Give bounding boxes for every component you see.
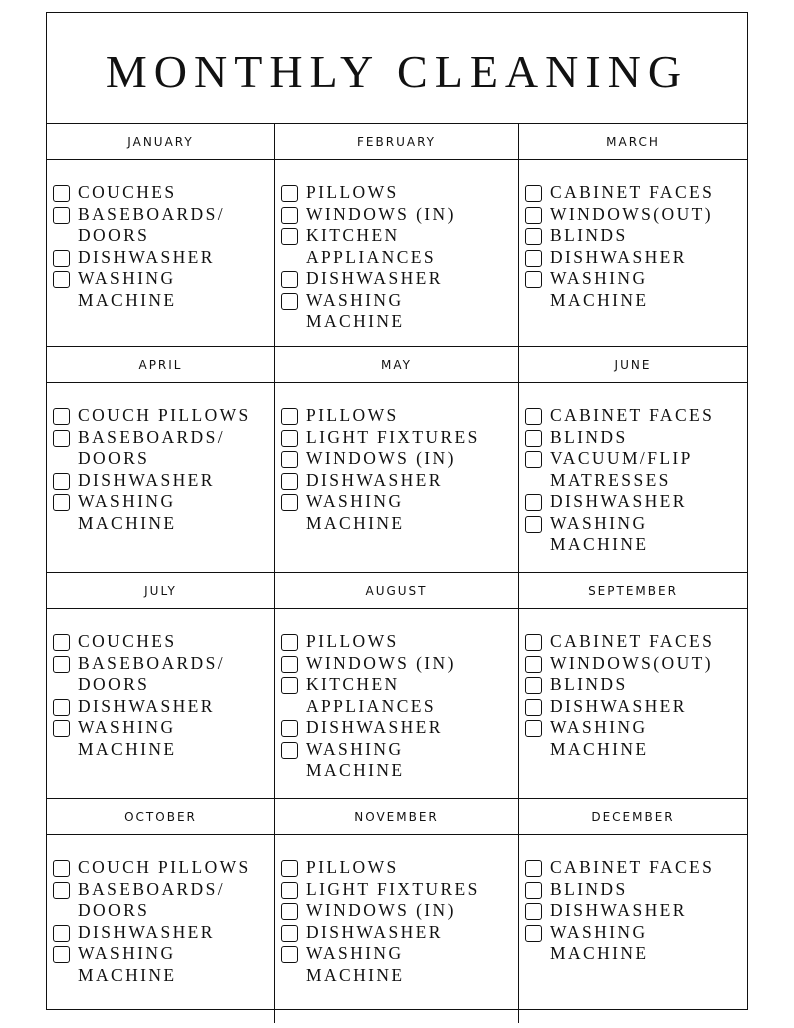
task-label: WASHING <box>550 268 648 288</box>
task-label: WASHING <box>306 943 404 963</box>
task-item <box>53 225 274 247</box>
task-item[interactable] <box>525 717 747 739</box>
task-item[interactable] <box>525 900 747 922</box>
task-item[interactable] <box>281 405 518 427</box>
task-item[interactable] <box>53 247 274 269</box>
task-item <box>281 760 518 782</box>
task-label: MATRESSES <box>550 469 671 490</box>
task-item[interactable] <box>281 857 518 879</box>
task-item[interactable] <box>281 268 518 290</box>
checkbox-icon[interactable] <box>53 271 70 288</box>
month-header-february: FEBRUARY <box>275 124 519 160</box>
checkbox-icon[interactable] <box>281 946 298 963</box>
task-item[interactable] <box>281 491 518 513</box>
task-label: PILLOWS <box>306 631 399 651</box>
month-header-october: OCTOBER <box>47 799 275 835</box>
task-label: WASHING <box>306 289 404 310</box>
task-list-june <box>519 383 747 573</box>
task-list-august <box>275 609 519 799</box>
checkbox-icon[interactable] <box>53 250 70 267</box>
checkbox-icon[interactable] <box>53 946 70 963</box>
task-label: DISHWASHER <box>78 921 215 942</box>
task-item[interactable] <box>525 405 747 427</box>
task-label: BLINDS <box>550 225 628 245</box>
title-box <box>47 13 747 124</box>
task-list-september <box>519 609 747 799</box>
checkbox-icon[interactable] <box>281 860 298 877</box>
task-item[interactable] <box>281 943 518 965</box>
task-item[interactable] <box>525 491 747 513</box>
task-label: BLINDS <box>550 426 628 447</box>
checkbox-icon[interactable] <box>53 925 70 942</box>
checkbox-icon[interactable] <box>281 634 298 651</box>
task-item[interactable] <box>281 470 518 492</box>
task-label: BASEBOARDS/ <box>78 203 225 224</box>
task-label: WASHING <box>306 491 404 511</box>
task-item <box>525 290 747 312</box>
task-item[interactable] <box>281 739 518 761</box>
task-label: DISHWASHER <box>306 921 443 942</box>
checkbox-icon[interactable] <box>281 293 298 310</box>
task-label: MACHINE <box>306 760 405 780</box>
task-item <box>281 965 518 987</box>
task-label: DISHWASHER <box>306 469 443 490</box>
task-list-november <box>275 835 519 1023</box>
task-item[interactable] <box>281 900 518 922</box>
checkbox-icon[interactable] <box>525 677 542 694</box>
checkbox-icon[interactable] <box>53 860 70 877</box>
checkbox-icon[interactable] <box>525 720 542 737</box>
task-label: PILLOWS <box>306 182 399 202</box>
task-label: DISHWASHER <box>78 246 215 267</box>
task-item <box>281 696 518 718</box>
task-item[interactable] <box>525 225 747 247</box>
task-label: DOORS <box>78 900 150 920</box>
checkbox-icon[interactable] <box>525 925 542 942</box>
checkbox-icon[interactable] <box>525 494 542 511</box>
task-label: WASHING <box>78 268 176 288</box>
task-item[interactable] <box>53 922 274 944</box>
task-label: BASEBOARDS/ <box>78 426 225 447</box>
task-label: DISHWASHER <box>550 491 687 511</box>
task-label: MACHINE <box>550 943 649 963</box>
checkbox-icon[interactable] <box>53 494 70 511</box>
task-label: DISHWASHER <box>550 900 687 920</box>
checkbox-icon[interactable] <box>53 430 70 447</box>
checkbox-icon[interactable] <box>525 656 542 673</box>
cleaning-sheet <box>46 12 748 1010</box>
checkbox-icon[interactable] <box>281 408 298 425</box>
checkbox-icon[interactable] <box>53 185 70 202</box>
month-header-april: APRIL <box>47 347 275 383</box>
checkbox-icon[interactable] <box>281 271 298 288</box>
checkbox-icon[interactable] <box>281 720 298 737</box>
checkbox-icon[interactable] <box>281 473 298 490</box>
task-item[interactable] <box>53 491 274 513</box>
task-item[interactable] <box>53 696 274 718</box>
task-label: KITCHEN <box>306 674 400 694</box>
task-list-march <box>519 160 747 347</box>
task-label: MACHINE <box>306 512 405 533</box>
task-item <box>53 290 274 312</box>
task-label: DISHWASHER <box>550 246 687 267</box>
month-header-may: MAY <box>275 347 519 383</box>
task-label: MACHINE <box>78 289 177 310</box>
task-label: DISHWASHER <box>550 695 687 716</box>
task-label: MACHINE <box>550 738 649 759</box>
task-label: KITCHEN <box>306 225 400 245</box>
task-item[interactable] <box>53 631 274 653</box>
task-label: VACUUM/FLIP <box>550 448 693 468</box>
task-label: APPLIANCES <box>306 246 436 267</box>
task-label: DISHWASHER <box>78 469 215 490</box>
task-label: WINDOWS (IN) <box>306 900 456 920</box>
task-item[interactable] <box>525 427 747 449</box>
checkbox-icon[interactable] <box>281 882 298 899</box>
checkbox-icon[interactable] <box>525 699 542 716</box>
task-label: MACHINE <box>78 964 177 985</box>
task-item <box>281 311 518 333</box>
checkbox-icon[interactable] <box>525 860 542 877</box>
checkbox-icon[interactable] <box>281 451 298 468</box>
task-label: BASEBOARDS/ <box>78 652 225 673</box>
task-label: MACHINE <box>306 964 405 985</box>
checkbox-icon[interactable] <box>281 228 298 245</box>
task-label: WASHING <box>550 717 648 737</box>
task-item <box>281 513 518 535</box>
task-item[interactable] <box>525 448 747 470</box>
task-item[interactable] <box>525 513 747 535</box>
checkbox-icon[interactable] <box>525 207 542 224</box>
month-header-july: JULY <box>47 573 275 609</box>
task-label: LIGHT FIXTURES <box>306 878 480 899</box>
task-label: DISHWASHER <box>306 268 443 288</box>
checkbox-icon[interactable] <box>525 516 542 533</box>
task-item[interactable] <box>525 204 747 226</box>
task-label: BASEBOARDS/ <box>78 878 225 899</box>
checkbox-icon[interactable] <box>281 494 298 511</box>
task-label: COUCH PILLOWS <box>78 405 251 425</box>
task-label: PILLOWS <box>306 405 399 425</box>
checkbox-icon[interactable] <box>53 720 70 737</box>
checkbox-icon[interactable] <box>525 882 542 899</box>
task-item[interactable] <box>53 470 274 492</box>
task-item[interactable] <box>53 653 274 675</box>
checkbox-icon[interactable] <box>281 185 298 202</box>
task-label: WASHING <box>78 491 176 511</box>
task-label: DOORS <box>78 225 150 245</box>
task-label: MACHINE <box>306 311 405 331</box>
task-label: PILLOWS <box>306 857 399 877</box>
task-item[interactable] <box>281 204 518 226</box>
task-label: WINDOWS(OUT) <box>550 203 713 224</box>
checkbox-icon[interactable] <box>525 430 542 447</box>
checkbox-icon[interactable] <box>53 634 70 651</box>
checkbox-icon[interactable] <box>525 185 542 202</box>
task-item <box>525 470 747 492</box>
task-item[interactable] <box>525 182 747 204</box>
task-item[interactable] <box>525 268 747 290</box>
checkbox-icon[interactable] <box>525 451 542 468</box>
task-item[interactable] <box>525 247 747 269</box>
task-item <box>53 448 274 470</box>
task-label: WASHING <box>306 738 404 759</box>
task-label: WASHING <box>550 921 648 942</box>
task-item[interactable] <box>53 943 274 965</box>
checkbox-icon[interactable] <box>525 271 542 288</box>
task-item[interactable] <box>53 857 274 879</box>
month-header-march: MARCH <box>519 124 747 160</box>
task-item <box>53 900 274 922</box>
task-item[interactable] <box>53 268 274 290</box>
checkbox-icon[interactable] <box>53 882 70 899</box>
checkbox-icon[interactable] <box>525 228 542 245</box>
task-item[interactable] <box>525 922 747 944</box>
task-list-april <box>47 383 275 573</box>
task-label: MACHINE <box>550 289 649 310</box>
task-item <box>525 943 747 965</box>
task-label: DISHWASHER <box>78 695 215 716</box>
task-item <box>53 513 274 535</box>
checkbox-icon[interactable] <box>281 677 298 694</box>
task-list-december <box>519 835 747 1023</box>
month-header-january: JANUARY <box>47 124 275 160</box>
task-label: COUCHES <box>78 182 177 202</box>
task-list-january <box>47 160 275 347</box>
task-item[interactable] <box>281 674 518 696</box>
checkbox-icon[interactable] <box>281 430 298 447</box>
checkbox-icon[interactable] <box>53 207 70 224</box>
task-label: CABINET FACES <box>550 405 715 425</box>
page-title: MONTHLY CLEANING <box>105 45 689 97</box>
task-item <box>53 965 274 987</box>
task-list-february <box>275 160 519 347</box>
task-label: WASHING <box>78 717 176 737</box>
task-item[interactable] <box>281 922 518 944</box>
task-label: MACHINE <box>78 738 177 759</box>
task-item[interactable] <box>281 427 518 449</box>
task-label: WASHING <box>78 943 176 963</box>
task-item[interactable] <box>281 631 518 653</box>
task-label: WINDOWS (IN) <box>306 203 456 224</box>
task-item[interactable] <box>525 653 747 675</box>
task-item[interactable] <box>525 674 747 696</box>
task-item[interactable] <box>525 631 747 653</box>
task-item[interactable] <box>281 225 518 247</box>
checkbox-icon[interactable] <box>525 250 542 267</box>
month-header-december: DECEMBER <box>519 799 747 835</box>
task-item <box>525 534 747 556</box>
task-label: CABINET FACES <box>550 631 715 651</box>
task-label: COUCHES <box>78 631 177 651</box>
task-item[interactable] <box>53 427 274 449</box>
checkbox-icon[interactable] <box>281 903 298 920</box>
task-label: WINDOWS (IN) <box>306 652 456 673</box>
checkbox-icon[interactable] <box>53 408 70 425</box>
task-item[interactable] <box>281 448 518 470</box>
checkbox-icon[interactable] <box>525 903 542 920</box>
checkbox-icon[interactable] <box>525 408 542 425</box>
task-label: WASHING <box>550 512 648 533</box>
task-list-july <box>47 609 275 799</box>
checkbox-icon[interactable] <box>281 656 298 673</box>
checkbox-icon[interactable] <box>281 925 298 942</box>
task-list-october <box>47 835 275 1023</box>
task-item <box>53 674 274 696</box>
checkbox-icon[interactable] <box>281 207 298 224</box>
checkbox-icon[interactable] <box>525 634 542 651</box>
month-header-november: NOVEMBER <box>275 799 519 835</box>
task-item[interactable] <box>525 879 747 901</box>
task-label: DISHWASHER <box>306 717 443 737</box>
task-label: BLINDS <box>550 878 628 899</box>
task-item[interactable] <box>53 879 274 901</box>
task-item <box>53 739 274 761</box>
checkbox-icon[interactable] <box>53 473 70 490</box>
task-label: LIGHT FIXTURES <box>306 426 480 447</box>
task-label: BLINDS <box>550 674 628 694</box>
task-label: CABINET FACES <box>550 182 715 202</box>
task-item[interactable] <box>525 696 747 718</box>
task-label: MACHINE <box>78 512 177 533</box>
task-item[interactable] <box>281 653 518 675</box>
task-label: DOORS <box>78 448 150 468</box>
task-label: MACHINE <box>550 534 649 554</box>
task-label: CABINET FACES <box>550 857 715 877</box>
task-label: APPLIANCES <box>306 695 436 716</box>
task-label: WINDOWS (IN) <box>306 448 456 468</box>
task-item[interactable] <box>53 204 274 226</box>
task-item[interactable] <box>281 717 518 739</box>
task-item[interactable] <box>281 182 518 204</box>
task-label: COUCH PILLOWS <box>78 857 251 877</box>
task-item[interactable] <box>281 879 518 901</box>
task-list-may <box>275 383 519 573</box>
task-item <box>281 247 518 269</box>
task-item[interactable] <box>53 405 274 427</box>
task-item <box>525 739 747 761</box>
month-header-june: JUNE <box>519 347 747 383</box>
checkbox-icon[interactable] <box>53 656 70 673</box>
task-item[interactable] <box>281 290 518 312</box>
task-item[interactable] <box>525 857 747 879</box>
task-label: DOORS <box>78 674 150 694</box>
task-label: WINDOWS(OUT) <box>550 652 713 673</box>
month-header-august: AUGUST <box>275 573 519 609</box>
checkbox-icon[interactable] <box>281 742 298 759</box>
checkbox-icon[interactable] <box>53 699 70 716</box>
task-item[interactable] <box>53 717 274 739</box>
month-header-september: SEPTEMBER <box>519 573 747 609</box>
task-item[interactable] <box>53 182 274 204</box>
month-grid <box>47 124 747 1023</box>
